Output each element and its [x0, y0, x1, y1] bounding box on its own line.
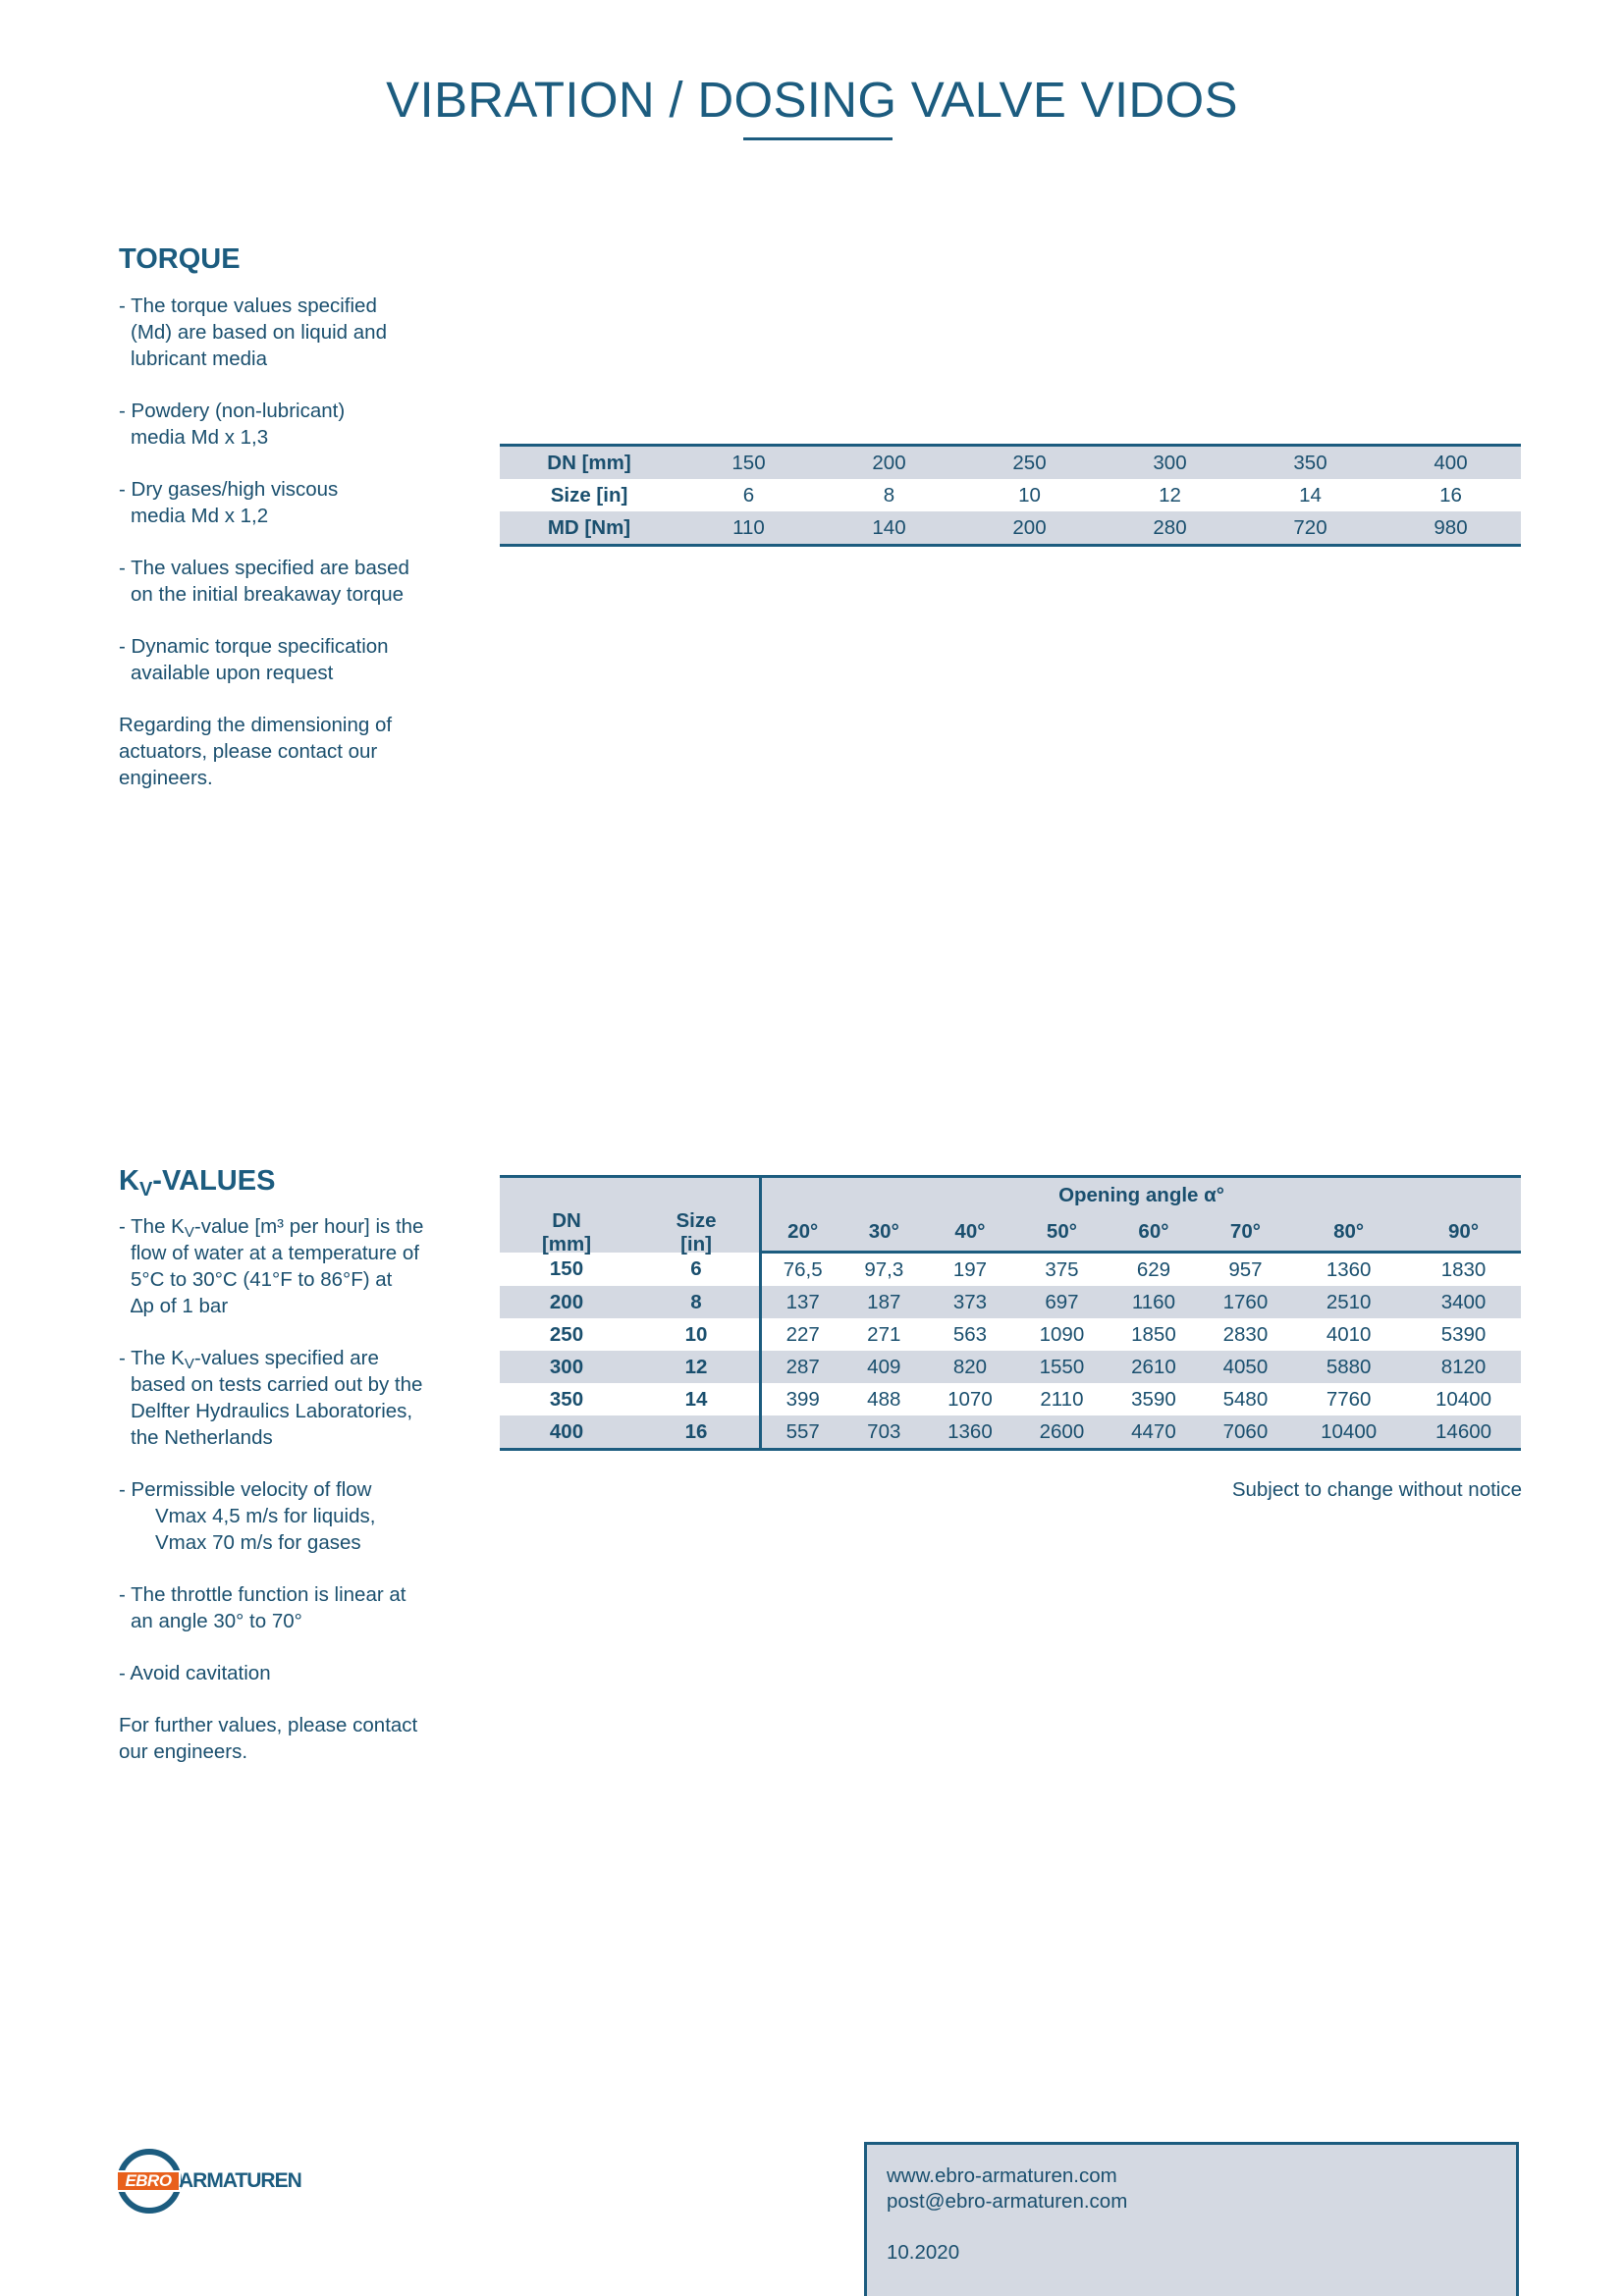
torque-row — [500, 511, 1521, 546]
torque-row — [500, 479, 1521, 511]
kv-value-cell: 1090 — [1039, 1322, 1085, 1346]
kv-value-cell: 7760 — [1326, 1387, 1372, 1411]
kv-value-cell: 10400 — [1435, 1387, 1492, 1411]
note-line: Vmax 70 m/s for gases — [155, 1531, 361, 1554]
note-line: ∆p of 1 bar — [131, 1295, 229, 1317]
kv-angle-header: 40° — [924, 1213, 1016, 1253]
kv-value-cell: 2510 — [1291, 1286, 1406, 1318]
kv-value-cell: 399 — [761, 1383, 844, 1415]
kv-value-cell: 271 — [867, 1322, 901, 1346]
kv-closing — [119, 1712, 472, 1765]
kv-angle-header: 70° — [1200, 1213, 1292, 1253]
kv-row — [500, 1415, 1521, 1450]
kv-row — [500, 1383, 1521, 1415]
kv-value-cell: 1360 — [1326, 1257, 1372, 1281]
kv-value-cell: 2600 — [1016, 1415, 1109, 1450]
torque-cell: 200 — [819, 446, 959, 480]
torque-cell: 300 — [1100, 446, 1240, 480]
kv-size-cell: 10 — [684, 1322, 708, 1346]
kv-value-cell: 2610 — [1108, 1351, 1200, 1383]
note-line: lubricant media — [131, 347, 268, 370]
change-notice: Subject to change without notice — [1231, 1478, 1522, 1501]
note-line: Vmax 4,5 m/s for liquids, — [155, 1505, 376, 1527]
kv-size-cell: 6 — [690, 1256, 702, 1280]
kv-value-cell: 5480 — [1222, 1387, 1269, 1411]
torque-closing — [119, 712, 472, 791]
note-line: - The values specified are based — [119, 557, 409, 579]
kv-note-1-first: - The $K_V$-value [m³ per hour] is the — [119, 1215, 424, 1241]
torque-heading: TORQUE — [119, 243, 241, 275]
torque-cell: 200 — [959, 511, 1100, 546]
torque-cell: 980 — [1380, 511, 1521, 546]
kv-value-cell: 2830 — [1222, 1322, 1269, 1346]
torque-note-1 — [119, 293, 472, 372]
kv-value-cell: 409 — [843, 1351, 924, 1383]
kv-dn-cell: 350 — [549, 1387, 584, 1411]
kv-note-1-lines — [119, 1240, 472, 1319]
kv-value-cell: 2110 — [1040, 1387, 1084, 1411]
note-line: actuators, please contact our — [119, 740, 378, 763]
kv-note-2-lines — [119, 1371, 472, 1451]
kv-heading — [119, 1165, 276, 1201]
kv-heading-main: K — [119, 1165, 139, 1197]
kv-value-cell: 1360 — [924, 1415, 1016, 1450]
torque-note-4 — [119, 555, 472, 608]
logo-armaturen-text: ARMATUREN — [179, 2169, 301, 2192]
kv-value-cell: 8120 — [1406, 1351, 1521, 1383]
note-line: media Md x 1,2 — [131, 505, 269, 527]
torque-cell: 110 — [678, 511, 819, 546]
kv-value-cell: 14600 — [1406, 1415, 1521, 1450]
kv-value-cell: 1760 — [1200, 1286, 1292, 1318]
torque-cell: 140 — [819, 511, 959, 546]
kv-note-4 — [119, 1581, 472, 1634]
kv-value-cell: 3590 — [1131, 1387, 1176, 1411]
torque-cell: 12 — [1159, 483, 1181, 507]
kv-value-cell: 1160 — [1108, 1286, 1200, 1318]
kv-value-cell: 187 — [843, 1286, 924, 1318]
note-line: on the initial breakaway torque — [131, 583, 405, 606]
kv-value-cell: 197 — [952, 1257, 988, 1281]
website-link[interactable]: www.ebro-armaturen.com — [887, 2164, 1117, 2187]
kv-value-cell: 76,5 — [761, 1253, 844, 1287]
note-line: engineers. — [119, 767, 213, 789]
kv-value-cell: 957 — [1228, 1257, 1263, 1281]
note-line: based on tests carried out by the — [131, 1373, 423, 1396]
torque-cell: 14 — [1299, 483, 1322, 507]
email-link[interactable]: post@ebro-armaturen.com — [887, 2190, 1128, 2213]
ebro-logo — [116, 2148, 332, 2215]
kv-value-cell: 373 — [924, 1286, 1016, 1318]
kv-notes — [119, 1213, 472, 1790]
kv-value-cell: 97,3 — [864, 1257, 904, 1281]
kv-value-cell: 3400 — [1406, 1286, 1521, 1318]
note-line: (Md) are based on liquid and — [131, 321, 387, 344]
torque-cell: 10 — [1018, 483, 1041, 507]
kv-dn-cell: 250 — [549, 1322, 584, 1346]
kv-value-cell: 1550 — [1016, 1351, 1109, 1383]
kv-value-cell: 10400 — [1291, 1415, 1406, 1450]
torque-note-3 — [119, 476, 472, 529]
kv-value-cell: 375 — [1045, 1257, 1079, 1281]
kv-value-cell: 5880 — [1291, 1351, 1406, 1383]
kv-dn-cell: 150 — [549, 1256, 584, 1280]
note-line: flow of water at a temperature of — [131, 1242, 419, 1264]
kv-note-2-first: - The $K_V$-values specified are — [119, 1347, 379, 1372]
kv-value-cell: 697 — [1016, 1286, 1109, 1318]
torque-cell: 280 — [1100, 511, 1240, 546]
torque-cell: 350 — [1240, 446, 1380, 480]
kv-table — [500, 1175, 1521, 1451]
torque-cell: 16 — [1439, 483, 1462, 507]
kv-value-cell: 287 — [761, 1351, 844, 1383]
kv-value-cell: 488 — [867, 1387, 901, 1411]
kv-value-cell: 4050 — [1200, 1351, 1292, 1383]
kv-value-cell: 4010 — [1326, 1322, 1372, 1346]
note-line: - The torque values specified — [119, 294, 377, 317]
kv-value-cell: 227 — [761, 1318, 844, 1351]
kv-row — [500, 1351, 1521, 1383]
torque-cell: 250 — [959, 446, 1100, 480]
kv-value-cell: 4470 — [1108, 1415, 1200, 1450]
note-line: available upon request — [131, 662, 334, 684]
note-line: - Dry gases/high viscous — [119, 478, 339, 501]
logo-ebro-text: EBRO — [125, 2171, 172, 2190]
note-line: the Netherlands — [131, 1426, 273, 1449]
kv-value-cell: 1830 — [1440, 1257, 1487, 1281]
kv-size-cell: 8 — [633, 1286, 761, 1318]
kv-value-cell: 5390 — [1440, 1322, 1487, 1346]
torque-note-2 — [119, 398, 472, 451]
kv-angle-header: 90° — [1406, 1213, 1521, 1253]
kv-angle-header: 20° — [761, 1213, 844, 1253]
kv-opening-angle-label: Opening angle α° — [761, 1177, 1522, 1214]
kv-col-dn: DN [mm] — [500, 1177, 633, 1253]
torque-row-label: MD [Nm] — [500, 511, 678, 546]
kv-value-cell: 629 — [1136, 1257, 1171, 1281]
kv-col-size: Size [in] — [633, 1177, 761, 1253]
torque-cell: 400 — [1380, 446, 1521, 480]
torque-table — [500, 444, 1521, 547]
kv-size-cell: 16 — [633, 1415, 761, 1450]
note-line: - Powdery (non-lubricant) — [119, 400, 346, 422]
kv-heading-sub: V — [138, 1179, 153, 1201]
note-line: Regarding the dimensioning of — [119, 714, 393, 736]
note-line: - The throttle function is linear at — [119, 1583, 406, 1606]
torque-cell: 150 — [678, 446, 819, 480]
kv-note-3 — [119, 1476, 472, 1556]
note-line: our engineers. — [119, 1740, 248, 1763]
kv-value-cell: 1070 — [947, 1387, 993, 1411]
torque-cell: 720 — [1240, 511, 1380, 546]
kv-angle-header: 60° — [1108, 1213, 1200, 1253]
kv-value-cell: 557 — [761, 1415, 844, 1450]
kv-value-cell: 7060 — [1200, 1415, 1292, 1450]
kv-value-cell: 1850 — [1131, 1322, 1176, 1346]
torque-notes — [119, 293, 472, 817]
kv-dn-cell: 300 — [500, 1351, 633, 1383]
title-underline — [743, 137, 893, 140]
edition-date: 10.2020 — [887, 2241, 960, 2264]
torque-row-label: DN [mm] — [500, 446, 678, 480]
kv-heading-rest: -VALUES — [152, 1165, 276, 1197]
note-line: 5°C to 30°C (41°F to 86°F) at — [131, 1268, 393, 1291]
note-line: - Permissible velocity of flow — [119, 1478, 372, 1501]
kv-value-cell: 703 — [843, 1415, 924, 1450]
kv-row — [500, 1318, 1521, 1351]
kv-angle-header: 50° — [1016, 1213, 1109, 1253]
kv-value-cell: 137 — [761, 1286, 844, 1318]
page-title: VIBRATION / DOSING VALVE VIDOS — [386, 72, 1238, 128]
note-line: - Dynamic torque specification — [119, 635, 389, 658]
note-line: an angle 30° to 70° — [131, 1610, 302, 1632]
kv-note-5: - Avoid cavitation — [119, 1662, 271, 1684]
kv-size-cell: 12 — [633, 1351, 761, 1383]
torque-cell: 8 — [883, 483, 895, 507]
kv-value-cell: 820 — [924, 1351, 1016, 1383]
kv-size-cell: 14 — [684, 1387, 708, 1411]
kv-row — [500, 1253, 1521, 1287]
torque-row — [500, 446, 1521, 480]
kv-angle-header: 30° — [843, 1213, 924, 1253]
kv-dn-cell: 200 — [500, 1286, 633, 1318]
kv-dn-cell: 400 — [500, 1415, 633, 1450]
torque-row-label: Size [in] — [550, 483, 628, 507]
note-line: Delfter Hydraulics Laboratories, — [131, 1400, 413, 1422]
kv-value-cell: 563 — [952, 1322, 988, 1346]
torque-note-5 — [119, 633, 472, 686]
kv-row — [500, 1286, 1521, 1318]
kv-angle-header: 80° — [1291, 1213, 1406, 1253]
note-line: For further values, please contact — [119, 1714, 418, 1736]
note-line: media Md x 1,3 — [131, 426, 269, 449]
contact-box — [864, 2142, 1519, 2296]
torque-cell: 6 — [742, 483, 755, 507]
